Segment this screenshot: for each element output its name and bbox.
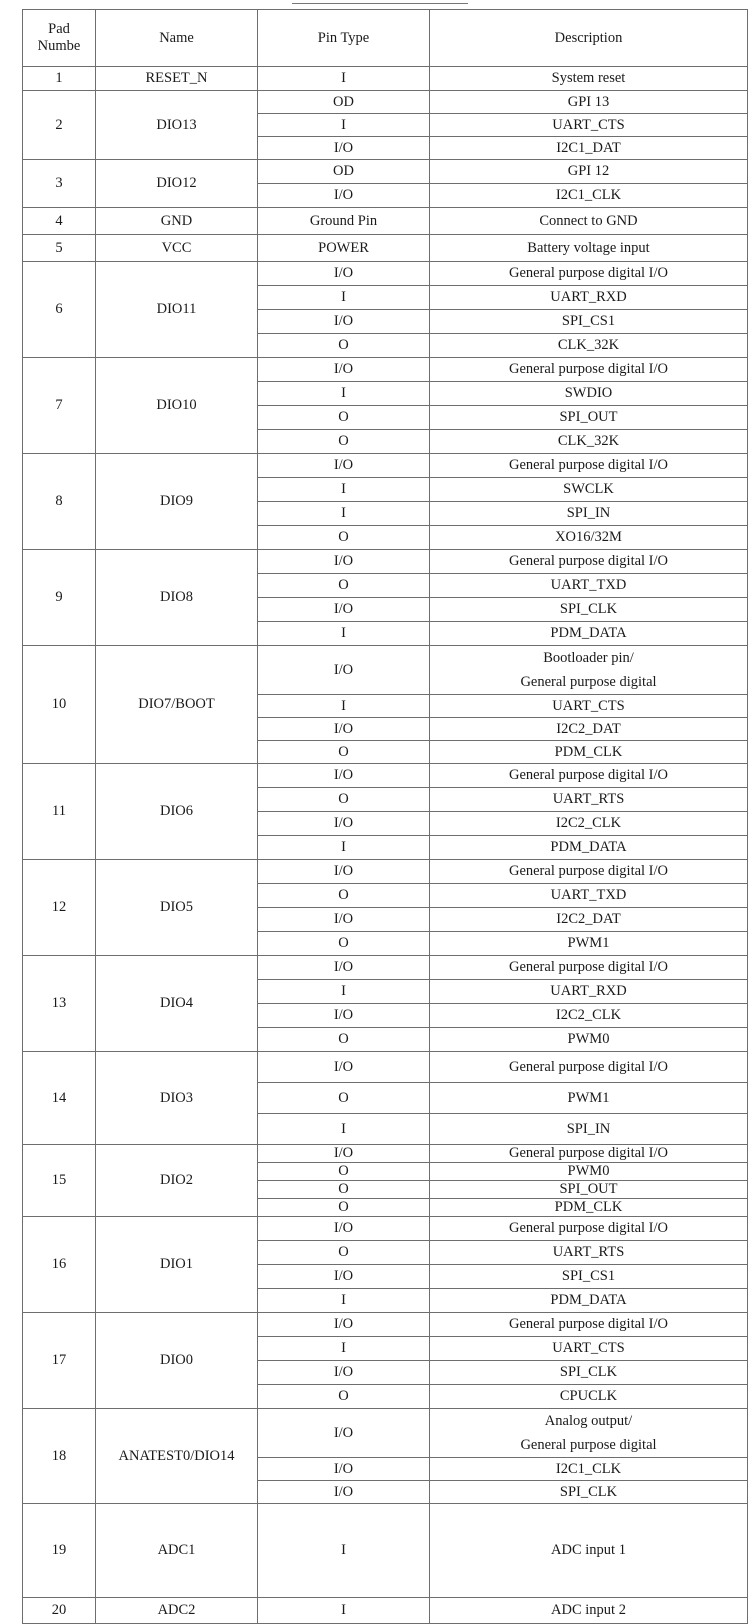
pin-type: I/O	[258, 358, 430, 382]
pin-type: O	[258, 1199, 430, 1217]
pad-number: 1	[23, 67, 96, 91]
pin-description: General purpose digital I/O	[430, 262, 748, 286]
pin-type: O	[258, 932, 430, 956]
pin-description: UART_TXD	[430, 574, 748, 598]
table-row	[23, 860, 748, 884]
pin-type: I/O	[258, 1409, 430, 1458]
pin-description: PDM_DATA	[430, 1289, 748, 1313]
pin-type: I/O	[258, 1458, 430, 1481]
pin-type: I	[258, 1289, 430, 1313]
pin-type: I/O	[258, 1004, 430, 1028]
pin-description-line2: General purpose digital	[520, 1437, 657, 1453]
pin-type: I/O	[258, 1313, 430, 1337]
pin-type: I	[258, 382, 430, 406]
pin-type: I/O	[258, 1217, 430, 1241]
pin-type: I/O	[258, 310, 430, 334]
pin-type: OD	[258, 160, 430, 184]
pin-description: CLK_32K	[430, 430, 748, 454]
pin-description: Battery voltage input	[430, 235, 748, 262]
table-row	[23, 454, 748, 478]
pin-type: I/O	[258, 454, 430, 478]
pin-description: UART_RXD	[430, 980, 748, 1004]
pin-name: ADC1	[96, 1504, 258, 1598]
pin-type: I	[258, 1504, 430, 1598]
pin-description: PDM_DATA	[430, 836, 748, 860]
table-row	[23, 235, 748, 262]
header-name: Name	[96, 10, 258, 67]
pad-number: 19	[23, 1504, 96, 1598]
pin-name: DIO10	[96, 358, 258, 454]
table-row	[23, 1313, 748, 1337]
table-row	[23, 1052, 748, 1083]
pad-number: 8	[23, 454, 96, 550]
pin-description: UART_CTS	[430, 114, 748, 137]
pin-type: I/O	[258, 908, 430, 932]
pin-description: General purpose digital I/O	[430, 956, 748, 980]
pin-type: I/O	[258, 764, 430, 788]
header-pad-line2: Numbe	[37, 38, 81, 54]
pin-type: I/O	[258, 1265, 430, 1289]
pin-description: General purpose digital I/O	[430, 454, 748, 478]
table-row	[23, 208, 748, 235]
pin-description: General purpose digital I/O	[430, 1052, 748, 1083]
pin-description: SPI_CS1	[430, 1265, 748, 1289]
pin-description: PDM_DATA	[430, 622, 748, 646]
pin-type: I	[258, 836, 430, 860]
table-row	[23, 160, 748, 184]
pin-description: I2C2_DAT	[430, 718, 748, 741]
pin-description-table	[22, 9, 748, 1624]
pin-description: General purpose digital I/O	[430, 550, 748, 574]
pin-description: CLK_32K	[430, 334, 748, 358]
pin-type: I	[258, 1337, 430, 1361]
pin-description: UART_CTS	[430, 695, 748, 718]
pin-description: ADC input 2	[430, 1598, 748, 1624]
pin-description: Connect to GND	[430, 208, 748, 235]
table-row	[23, 550, 748, 574]
header-pad-number	[23, 10, 96, 67]
pin-table-body	[23, 67, 748, 1624]
pin-description	[430, 1409, 748, 1458]
pin-type: OD	[258, 91, 430, 114]
pin-name: DIO12	[96, 160, 258, 208]
pin-type: I/O	[258, 646, 430, 695]
pin-description: I2C2_CLK	[430, 812, 748, 836]
pin-name: DIO7/BOOT	[96, 646, 258, 764]
pin-type: O	[258, 741, 430, 764]
pin-type: O	[258, 430, 430, 454]
pin-description: PWM0	[430, 1163, 748, 1181]
pin-description: General purpose digital I/O	[430, 860, 748, 884]
pin-type: I	[258, 114, 430, 137]
pad-number: 17	[23, 1313, 96, 1409]
table-row	[23, 956, 748, 980]
table-row	[23, 1598, 748, 1624]
pad-number: 15	[23, 1145, 96, 1217]
pin-description: GPI 13	[430, 91, 748, 114]
pad-number: 9	[23, 550, 96, 646]
header-description: Description	[430, 10, 748, 67]
pin-type: I/O	[258, 598, 430, 622]
pin-description: SPI_CS1	[430, 310, 748, 334]
pin-type: O	[258, 884, 430, 908]
pin-name: VCC	[96, 235, 258, 262]
pin-description: SPI_CLK	[430, 1361, 748, 1385]
pin-type: I/O	[258, 1052, 430, 1083]
pin-description: SWDIO	[430, 382, 748, 406]
table-row	[23, 1409, 748, 1458]
pin-type: I	[258, 1114, 430, 1145]
pin-type: I/O	[258, 812, 430, 836]
pad-number: 14	[23, 1052, 96, 1145]
pin-type: I/O	[258, 262, 430, 286]
pin-description: I2C1_DAT	[430, 137, 748, 160]
pin-type: O	[258, 1181, 430, 1199]
pin-description: UART_RTS	[430, 788, 748, 812]
pin-name: DIO2	[96, 1145, 258, 1217]
table-row	[23, 1217, 748, 1241]
pin-type: O	[258, 1083, 430, 1114]
pin-description: SPI_CLK	[430, 1481, 748, 1504]
pin-name: DIO13	[96, 91, 258, 160]
pin-name: DIO6	[96, 764, 258, 860]
pin-type: I	[258, 286, 430, 310]
table-row	[23, 262, 748, 286]
pad-number: 6	[23, 262, 96, 358]
pin-description	[430, 646, 748, 695]
pin-type: O	[258, 526, 430, 550]
table-row	[23, 1504, 748, 1598]
pin-description: SPI_IN	[430, 502, 748, 526]
pin-type: I/O	[258, 860, 430, 884]
pad-number: 7	[23, 358, 96, 454]
pin-description: System reset	[430, 67, 748, 91]
pin-description-line1: Bootloader pin/	[543, 650, 634, 666]
pin-type: O	[258, 1385, 430, 1409]
pin-name: DIO0	[96, 1313, 258, 1409]
pin-name: ADC2	[96, 1598, 258, 1624]
table-row	[23, 91, 748, 114]
pad-number: 12	[23, 860, 96, 956]
table-row	[23, 764, 748, 788]
table-row	[23, 358, 748, 382]
pin-description: UART_RTS	[430, 1241, 748, 1265]
pin-name: DIO1	[96, 1217, 258, 1313]
pin-description: CPUCLK	[430, 1385, 748, 1409]
pad-number: 20	[23, 1598, 96, 1624]
pin-description: SPI_OUT	[430, 406, 748, 430]
pin-description: SPI_CLK	[430, 598, 748, 622]
pin-description: PWM1	[430, 932, 748, 956]
pin-type: I	[258, 1598, 430, 1624]
pad-number: 3	[23, 160, 96, 208]
pin-name: DIO9	[96, 454, 258, 550]
pad-number: 5	[23, 235, 96, 262]
pin-description: GPI 12	[430, 160, 748, 184]
pad-number: 10	[23, 646, 96, 764]
pin-type: I	[258, 695, 430, 718]
pin-type: I/O	[258, 956, 430, 980]
pin-description: PDM_CLK	[430, 1199, 748, 1217]
pin-name: ANATEST0/DIO14	[96, 1409, 258, 1504]
pad-number: 11	[23, 764, 96, 860]
pin-type: O	[258, 1163, 430, 1181]
pin-description: General purpose digital I/O	[430, 1145, 748, 1163]
pin-type: POWER	[258, 235, 430, 262]
pin-description: PDM_CLK	[430, 741, 748, 764]
pin-type: I	[258, 67, 430, 91]
pin-name: DIO4	[96, 956, 258, 1052]
pin-description: SPI_OUT	[430, 1181, 748, 1199]
pin-type: I/O	[258, 718, 430, 741]
pin-description-line2: General purpose digital	[520, 674, 657, 690]
pin-description: General purpose digital I/O	[430, 1313, 748, 1337]
pin-description: I2C1_CLK	[430, 184, 748, 208]
pin-type: O	[258, 1028, 430, 1052]
pin-description: PWM0	[430, 1028, 748, 1052]
pin-description: XO16/32M	[430, 526, 748, 550]
pin-type: I	[258, 980, 430, 1004]
pin-description: General purpose digital I/O	[430, 764, 748, 788]
header-pin-type: Pin Type	[258, 10, 430, 67]
pad-number: 18	[23, 1409, 96, 1504]
pin-type: I	[258, 622, 430, 646]
pad-number: 2	[23, 91, 96, 160]
table-row	[23, 646, 748, 695]
pin-type: I/O	[258, 184, 430, 208]
pin-name: GND	[96, 208, 258, 235]
pin-type: I/O	[258, 550, 430, 574]
pin-description: UART_TXD	[430, 884, 748, 908]
pin-name: RESET_N	[96, 67, 258, 91]
pin-type: Ground Pin	[258, 208, 430, 235]
pin-description: UART_CTS	[430, 1337, 748, 1361]
header-pad-line1: Pad	[48, 21, 70, 37]
pin-name: DIO3	[96, 1052, 258, 1145]
pin-description: I2C2_DAT	[430, 908, 748, 932]
pin-description: General purpose digital I/O	[430, 1217, 748, 1241]
pin-name: DIO5	[96, 860, 258, 956]
pin-description-line1: Analog output/	[544, 1413, 633, 1429]
pin-name: DIO8	[96, 550, 258, 646]
pin-description: I2C2_CLK	[430, 1004, 748, 1028]
top-rule	[292, 3, 468, 4]
pin-description: SPI_IN	[430, 1114, 748, 1145]
pin-type: I/O	[258, 1481, 430, 1504]
pin-type: I/O	[258, 1145, 430, 1163]
pin-type: O	[258, 1241, 430, 1265]
pin-type: I/O	[258, 1361, 430, 1385]
header-row	[23, 10, 748, 67]
pin-description: I2C1_CLK	[430, 1458, 748, 1481]
table-row	[23, 67, 748, 91]
pin-type: O	[258, 788, 430, 812]
pin-description: PWM1	[430, 1083, 748, 1114]
pin-type: O	[258, 574, 430, 598]
pin-type: I/O	[258, 137, 430, 160]
pin-type: I	[258, 478, 430, 502]
pin-description: General purpose digital I/O	[430, 358, 748, 382]
pin-type: I	[258, 502, 430, 526]
pin-type: O	[258, 334, 430, 358]
pad-number: 4	[23, 208, 96, 235]
pin-type: O	[258, 406, 430, 430]
pin-description: SWCLK	[430, 478, 748, 502]
pad-number: 13	[23, 956, 96, 1052]
pin-description: UART_RXD	[430, 286, 748, 310]
pad-number: 16	[23, 1217, 96, 1313]
table-row	[23, 1145, 748, 1163]
pin-name: DIO11	[96, 262, 258, 358]
pin-description: ADC input 1	[430, 1504, 748, 1598]
